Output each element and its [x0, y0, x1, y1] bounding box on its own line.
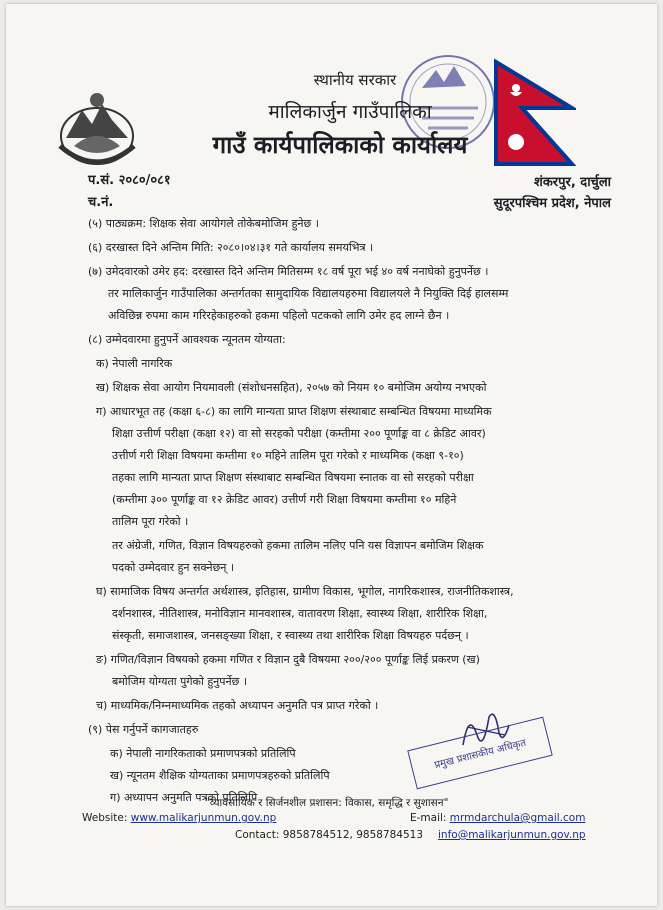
address-line-1: शंकरपुर, दार्चुला — [533, 175, 611, 190]
info-email-link[interactable]: info@malikarjunmun.gov.np — [438, 829, 586, 841]
body-line: बमोजिम योग्यता पुगेको हुनुपर्नेछ । — [112, 675, 248, 688]
body-line: तर अंग्रेजी, गणित, विज्ञान विषयहरुको हकमा तालिम नलिए पनि यस विज्ञापन बमोजिम शिक्षक — [112, 539, 484, 552]
body-line: (५) पाठ्यक्रम: शिक्षक सेवा आयोगले तोकेबमोजिम हुनेछ । — [88, 217, 319, 230]
body-line: तालिम पूरा गरेको । — [112, 515, 189, 528]
footer-website — [82, 812, 276, 824]
motto: "व्यावसायिक र सिर्जनशील प्रशासन: विकास, समृद्धि र सुशासन" — [205, 797, 449, 809]
body-line: क) नेपाली नागरिकताको प्रमाणपत्रको प्रतिलिपि — [110, 747, 296, 760]
address-line-2: सुदूरपश्चिम प्रदेश, नेपाल — [493, 196, 611, 211]
body-line: (८) उम्मेदवारमा हुनुपर्ने आवश्यक न्यूनतम योग्यता: — [88, 333, 286, 346]
website-link[interactable]: www.malikarjunmun.gov.np — [130, 812, 277, 824]
body-line: घ) सामाजिक विषय अन्तर्गत अर्थशास्त्र, इतिहास, ग्रामीण विकास, भूगोल, नागरिकशास्त्र, राजनीतिकशास्त्र, — [96, 585, 514, 598]
body-line: ग) अध्यापन अनुमति पत्रको प्रतिलिपि — [110, 791, 258, 804]
body-line: (कम्तीमा ३०० पूर्णाङ्क वा १२ क्रेडिट आवर) उत्तीर्ण गरी शिक्षा विषयमा कम्तीमा १० महिने — [112, 493, 457, 506]
office-title: गाउँ कार्यपालिकाको कार्यालय — [212, 131, 468, 159]
footer-contact: Contact: 9858784512, 9858784513 — [235, 829, 424, 841]
body-line: शिक्षा उत्तीर्ण परीक्षा (कक्षा १२) वा सो सरहको परीक्षा (कम्तीमा २०० पूर्णाङ्क वा ८ क्रेडिट आवर) — [112, 427, 486, 440]
reference-number: प.सं. २०८०/०८१ — [88, 173, 171, 188]
body-line: ख) न्यूनतम शैक्षिक योग्यताका प्रमाणपत्रहरुको प्रतिलिपि — [110, 769, 330, 782]
body-line: तर मालिकार्जुन गाउँपालिका अन्तर्गतका सामुदायिक विद्यालयहरुमा विद्यालयले नै नियुक्ति दिई हालसम्म — [108, 287, 509, 300]
body-line: तहका लागि मान्यता प्राप्त शिक्षण संस्थाबाट सम्बन्धित विषयमा स्नातक वा सो सरहको परीक्षा — [112, 471, 474, 484]
officer-stamp: प्रमुख प्रशासकीय अधिकृत — [407, 717, 553, 790]
website-label: Website: — [82, 812, 131, 824]
body-line: च) माध्यमिक/निम्नमाध्यमिक तहको अध्यापन अनुमति पत्र प्राप्त गरेको । — [96, 699, 379, 712]
body-line: उत्तीर्ण गरी शिक्षा विषयमा कम्तीमा १० महिने तालिम पूरा गरेको र माध्यमिक (कक्षा ९-१०) — [112, 449, 464, 462]
dispatch-number: च.नं. — [88, 195, 114, 210]
body-line: क) नेपाली नागरिक — [96, 357, 173, 370]
email-label: E-mail: — [410, 812, 450, 824]
body-line: ग) आधारभूत तह (कक्षा ६-८) का लागि मान्यता प्राप्त शिक्षण संस्थाबाट सम्बन्धित विषयमा माध्यमिक — [96, 405, 492, 418]
body-line: संस्कृती, समाजशास्त्र, जनसङ्ख्या शिक्षा, र स्वास्थ्य तथा शारीरिक शिक्षा विषयहरु पर्दछन् । — [112, 629, 469, 642]
nepal-emblem-icon — [52, 86, 142, 170]
body-line: पदको उम्मेदवार हुन सक्नेछन् । — [112, 561, 235, 574]
body-line: (९) पेस गर्नुपर्ने कागजातहरु — [88, 723, 199, 736]
footer-email — [410, 812, 585, 824]
nepal-flag-icon — [492, 58, 576, 168]
email-link[interactable]: mrmdarchula@gmail.com — [449, 812, 586, 824]
body-line: (६) दरखास्त दिने अन्तिम मिति: २०८०।०४।३१ गते कार्यालय समयभित्र । — [88, 241, 374, 254]
body-line: ख) शिक्षक सेवा आयोग नियमावली (संशोधनसहित), २०५७ को नियम १० बमोजिम अयोग्य नभएको — [96, 381, 487, 394]
body-line: (७) उमेदवारको उमेर हद: दरखास्त दिने अन्तिम मितिसम्म १८ वर्ष पूरा भई ४० वर्ष ननाघेको हुनुपर्नेछ । — [88, 265, 489, 278]
body-line: ङ) गणित/विज्ञान विषयको हकमा गणित र विज्ञान दुबै विषयमा २००/२०० पूर्णाङ्क लिई प्रकरण (ख) — [96, 653, 480, 666]
body-line: अविछिन्न रुपमा काम गरिरहेकाहरुको हकमा पहिलो पटकको लागि उमेर हद लाग्ने छैन । — [108, 309, 450, 322]
municipality-name: मालिकार्जुन गाउँपालिका — [268, 101, 432, 123]
footer-email-2 — [438, 829, 586, 841]
local-government-heading: स्थानीय सरकार — [313, 71, 397, 89]
body-line: दर्शनशास्त्र, नीतिशास्त्र, मनोविज्ञान मानवशास्त्र, वातावरण शिक्षा, स्वास्थ्य शिक्षा, शारीरिक शिक्षा, — [112, 607, 488, 620]
